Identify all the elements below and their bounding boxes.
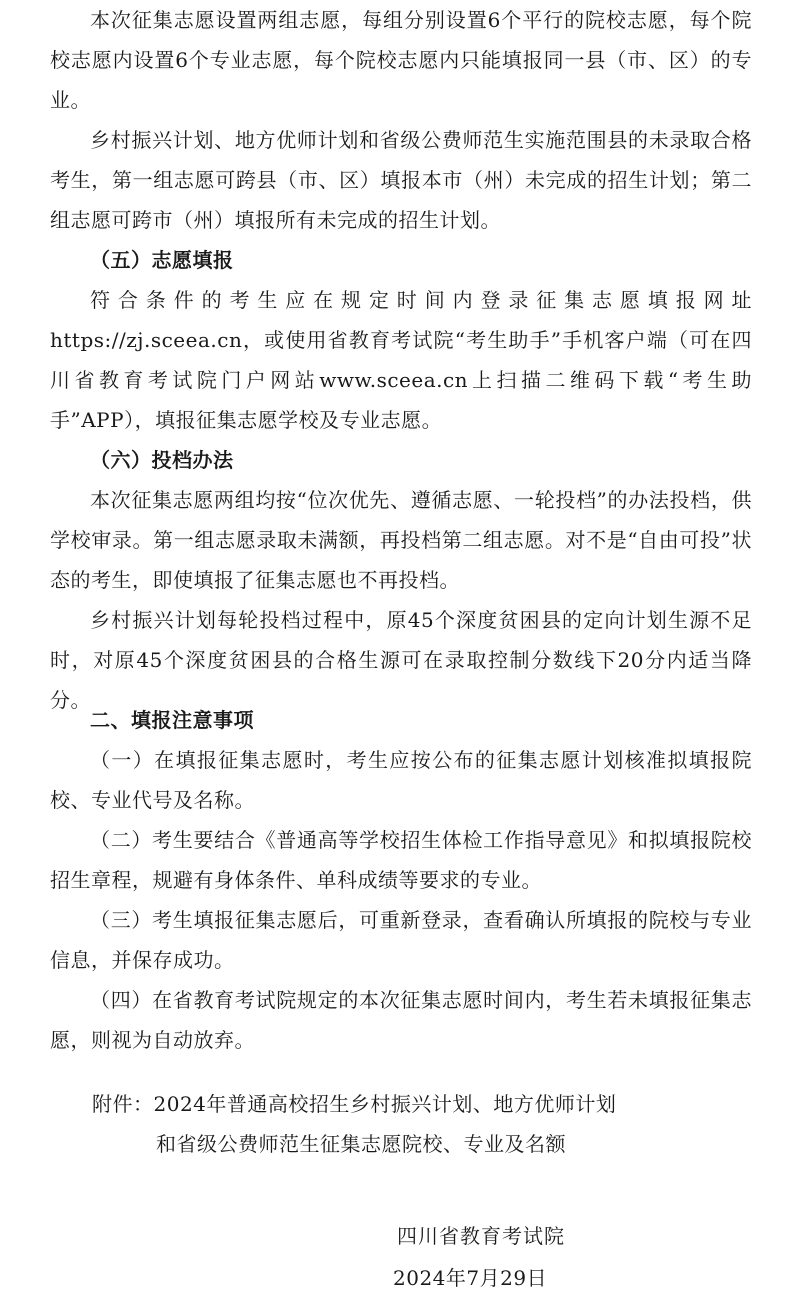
signature-date: 2024年7月29日 xyxy=(393,1266,548,1290)
paragraph: （二）考生要结合《普通高等学校招生体检工作指导意见》和拟填报院校招生章程，规避有身体条件、单科成绩等要求的专业。 xyxy=(50,828,752,892)
attachment-line-2: 和省级公费师范生征集志愿院校、专业及名额 xyxy=(156,1132,566,1156)
signature-organization: 四川省教育考试院 xyxy=(397,1224,565,1248)
attachment-line-1: 附件：2024年普通高校招生乡村振兴计划、地方优师计划 xyxy=(92,1092,617,1116)
section-6 xyxy=(50,440,752,720)
attachment-note xyxy=(92,1084,616,1164)
section-5 xyxy=(50,240,752,440)
paragraph: 符合条件的考生应在规定时间内登录征集志愿填报网址https://zj.sceea.cn，或使用省教育考试院“考生助手”手机客户端（可在四川省教育考试院门户网站www.sceea.cn上扫描二维码下载“考生助手”APP），填报征集志愿学校及专业志愿。 xyxy=(50,288,752,432)
section-notes xyxy=(50,700,752,1060)
paragraph: （一）在填报征集志愿时，考生应按公布的征集志愿计划核准拟填报院校、专业代号及名称。 xyxy=(50,748,752,812)
section-heading: （五）志愿填报 xyxy=(90,248,234,272)
paragraph: （四）在省教育考试院规定的本次征集志愿时间内，考生若未填报征集志愿，则视为自动放弃。 xyxy=(50,988,752,1052)
section-heading: 二、填报注意事项 xyxy=(90,708,254,732)
paragraph: （三）考生填报征集志愿后，可重新登录，查看确认所填报的院校与专业信息，并保存成功。 xyxy=(50,908,752,972)
paragraph: 本次征集志愿设置两组志愿，每组分别设置6个平行的院校志愿，每个院校志愿内设置6个专业志愿，每个院校志愿内只能填报同一县（市、区）的专业。 xyxy=(50,8,752,112)
paragraph: 乡村振兴计划每轮投档过程中，原45个深度贫困县的定向计划生源不足时，对原45个深度贫困县的合格生源可在录取控制分数线下20分内适当降分。 xyxy=(50,608,752,712)
paragraph: 本次征集志愿两组均按“位次优先、遵循志愿、一轮投档”的办法投档，供学校审录。第一组志愿录取未满额，再投档第二组志愿。对不是“自由可投”状态的考生，即使填报了征集志愿也不再投档。 xyxy=(50,488,752,592)
section-heading: （六）投档办法 xyxy=(90,448,234,472)
paragraph: 乡村振兴计划、地方优师计划和省级公费师范生实施范围县的未录取合格考生，第一组志愿可跨县（市、区）填报本市（州）未完成的招生计划；第二组志愿可跨市（州）填报所有未完成的招生计划。 xyxy=(50,128,752,232)
intro-block xyxy=(50,0,752,240)
